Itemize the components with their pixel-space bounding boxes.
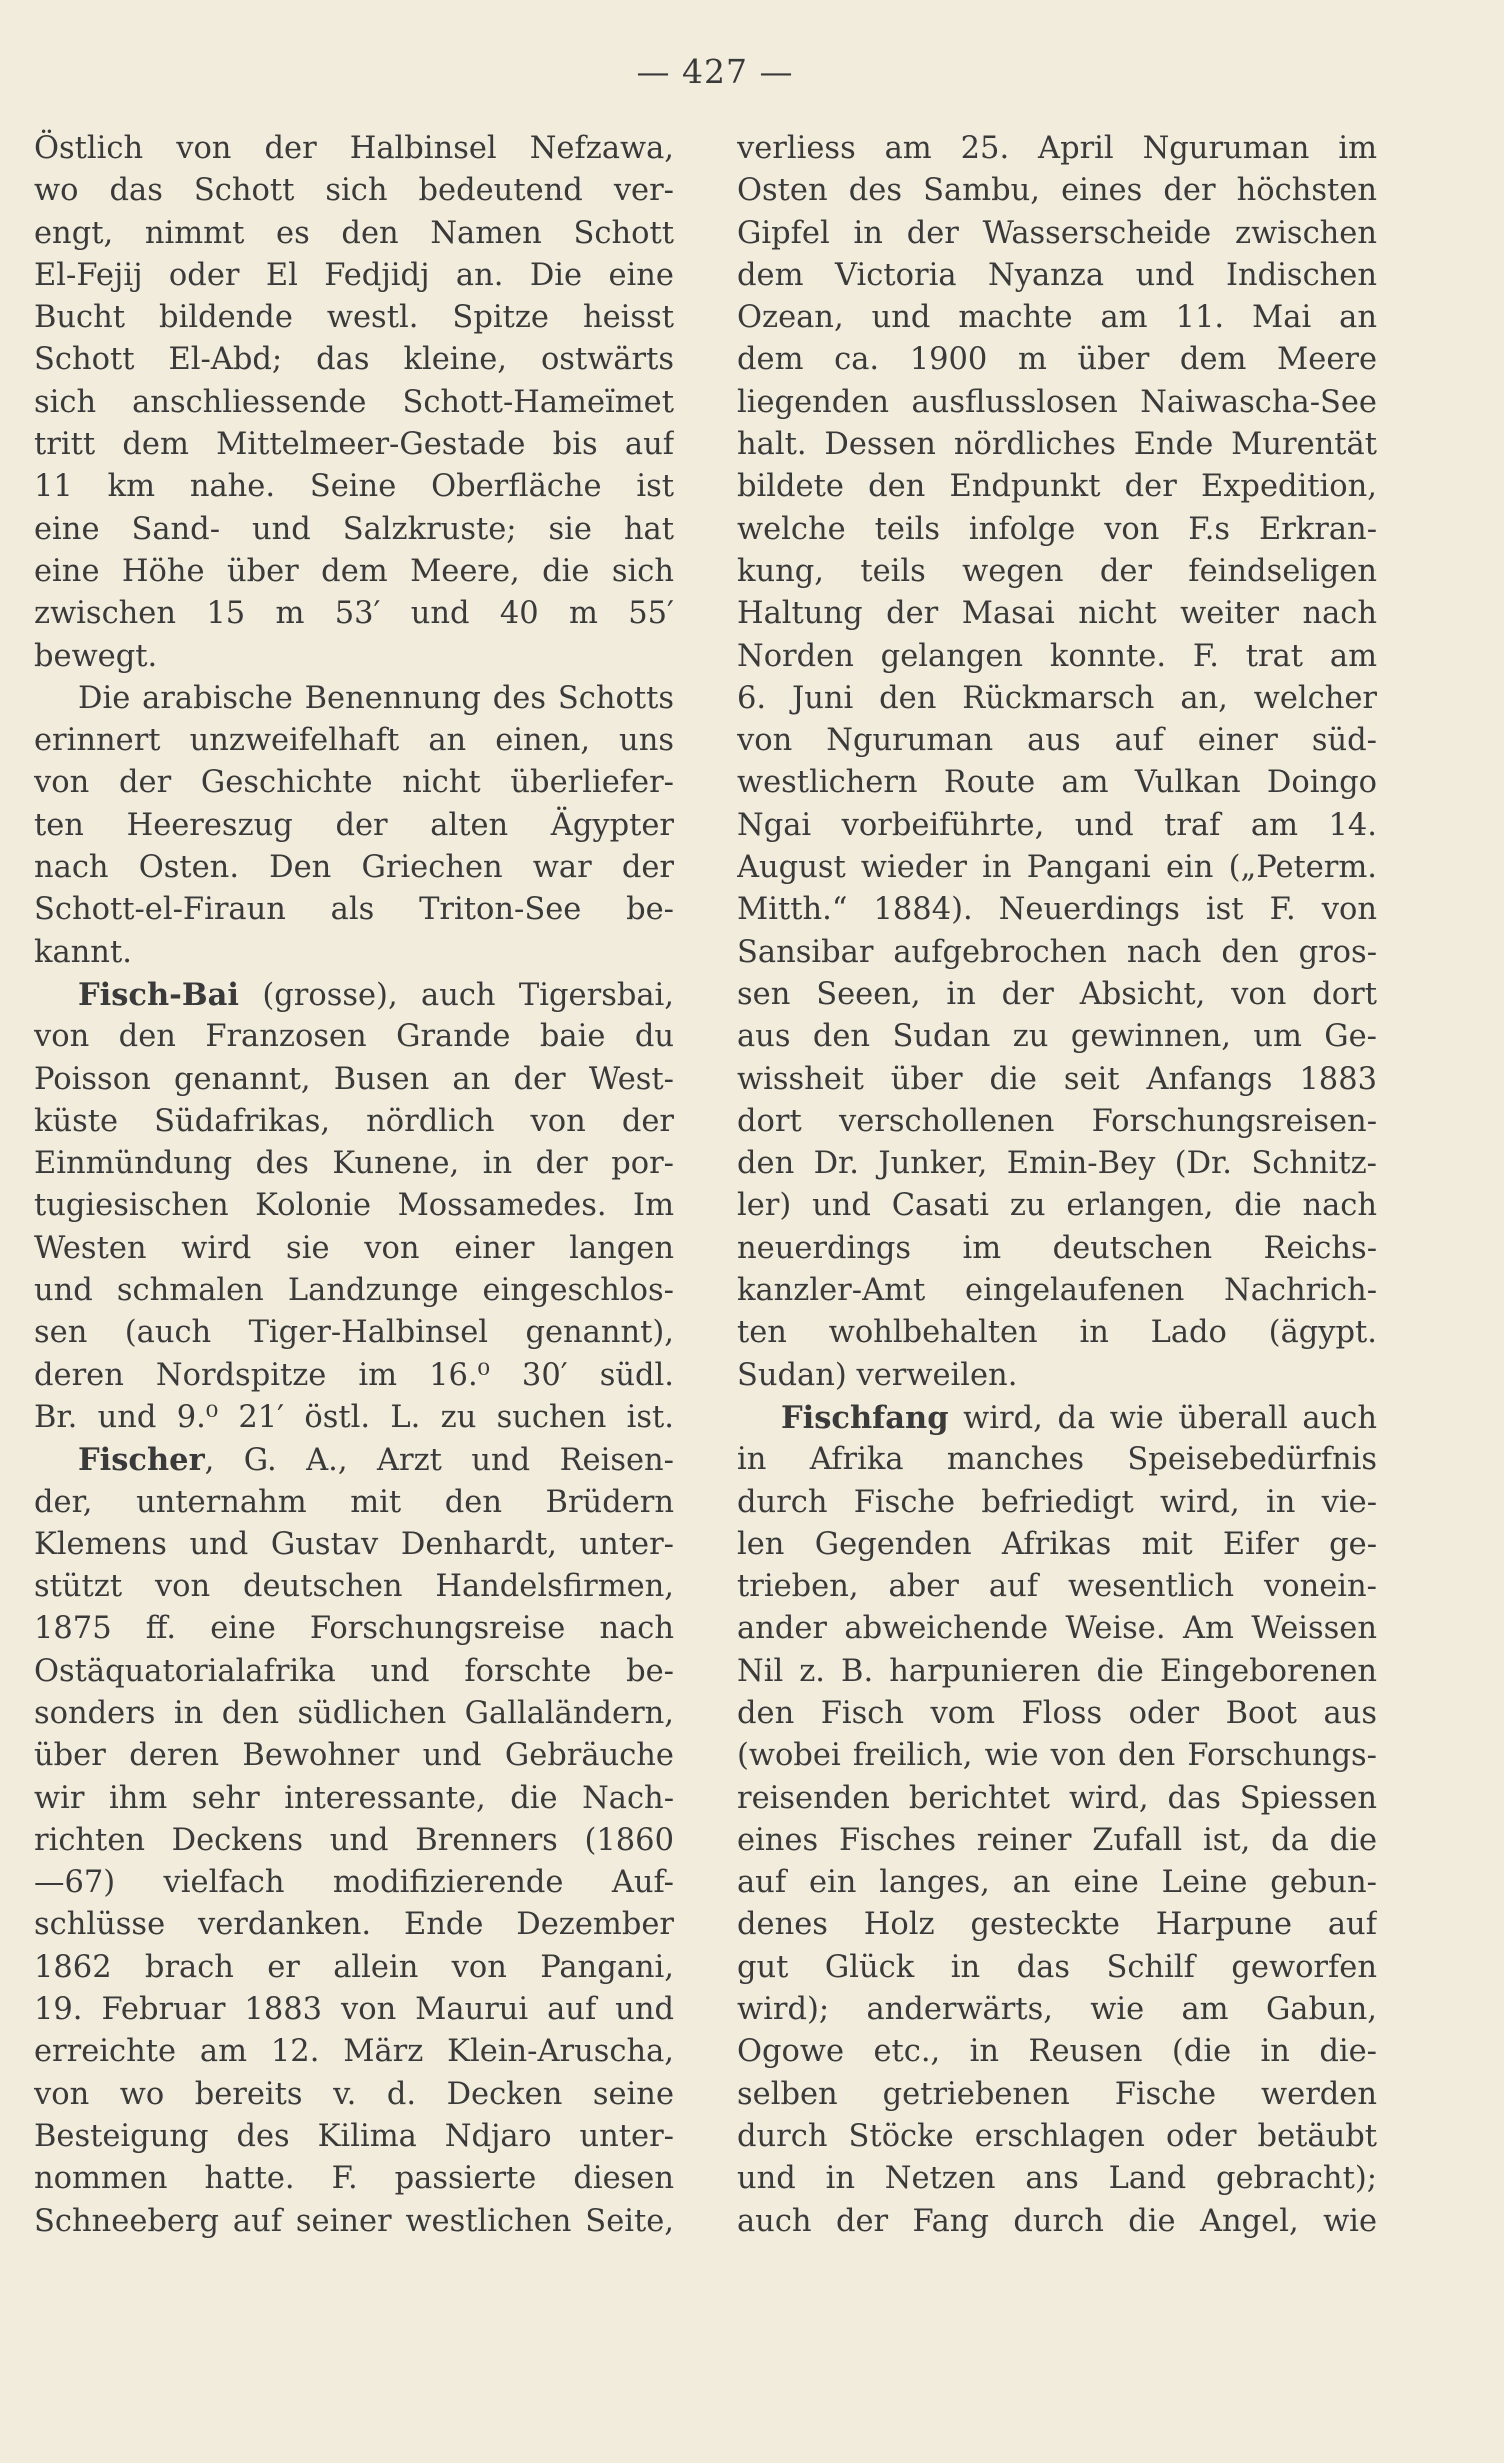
- text-line: [34, 382, 674, 424]
- line-text: kannt.: [34, 934, 132, 970]
- text-line: [34, 509, 674, 551]
- text-line: [34, 2116, 674, 2158]
- text-line: [34, 1185, 674, 1227]
- line-text: durch Stöcke erschlagen oder betäubt: [737, 2118, 1377, 2154]
- text-line: [34, 1143, 674, 1185]
- line-text: dem ca. 1900 m über dem Meere: [737, 342, 1377, 378]
- text-line: [34, 762, 674, 804]
- text-line: [34, 1735, 674, 1777]
- text-line: [737, 1059, 1377, 1101]
- text-line: [737, 1989, 1377, 2031]
- line-text: Besteigung des Kilima Ndjaro unter-: [34, 2118, 674, 2154]
- text-line: [34, 1862, 674, 1904]
- line-text: Mitth.“ 1884). Neuerdings ist F. von: [737, 892, 1377, 928]
- text-line: [737, 762, 1377, 804]
- line-text: dem Victoria Nyanza und Indischen: [737, 257, 1377, 293]
- line-text: sonders in den südlichen Gallaländern,: [34, 1695, 674, 1731]
- text-line: [34, 551, 674, 593]
- line-text: —67) vielfach modifizierende Auf-: [34, 1865, 674, 1901]
- text-line: [737, 1566, 1377, 1608]
- text-line: [34, 2074, 674, 2116]
- line-text: Nil z. B. harpunieren die Eingeborenen: [737, 1653, 1377, 1689]
- text-line: [737, 213, 1377, 255]
- line-text: 11 km nahe. Seine Oberfläche ist: [34, 469, 674, 505]
- line-text: tugiesischen Kolonie Mossamedes. Im: [34, 1188, 674, 1224]
- text-line: [34, 1904, 674, 1946]
- text-line: [737, 889, 1377, 931]
- line-text: den Fisch vom Floss oder Boot aus: [737, 1695, 1377, 1731]
- line-text: Norden gelangen konnte. F. trat am: [737, 638, 1377, 674]
- text-line: [737, 2158, 1377, 2200]
- line-text: von der Geschichte nicht überliefer-: [34, 765, 674, 801]
- text-line: [737, 1270, 1377, 1312]
- line-text: küste Südafrikas, nördlich von der: [34, 1103, 674, 1139]
- line-text: Sansibar aufgebrochen nach den gros-: [737, 934, 1377, 970]
- text-line: [737, 1101, 1377, 1143]
- line-text: kanzler-Amt eingelaufenen Nachrich-: [737, 1273, 1377, 1309]
- text-line: [737, 1228, 1377, 1270]
- text-line: [34, 1101, 674, 1143]
- text-line: [34, 1355, 674, 1397]
- line-text: über deren Bewohner und Gebräuche: [34, 1738, 674, 1774]
- entry-headword: Fisch-Bai: [78, 976, 239, 1013]
- text-line: [34, 974, 674, 1016]
- text-line: [34, 1524, 674, 1566]
- line-text: in Afrika manches Speisebedürfnis: [737, 1442, 1377, 1478]
- line-text: selben getriebenen Fische werden: [737, 2076, 1377, 2112]
- line-text: deren Nordspitze im 16.⁰ 30′ südl.: [34, 1357, 674, 1393]
- text-line: [34, 1312, 674, 1354]
- text-line: [737, 255, 1377, 297]
- text-line: [737, 1735, 1377, 1777]
- line-text: Gipfel in der Wasserscheide zwischen: [737, 215, 1377, 251]
- entry-headword: Fischfang: [781, 1399, 949, 1436]
- text-line: [34, 1820, 674, 1862]
- text-line: [737, 1778, 1377, 1820]
- text-line: [34, 932, 674, 974]
- text-line: [737, 170, 1377, 212]
- line-text: von Nguruman aus auf einer süd-: [737, 723, 1377, 759]
- line-text: Östlich von der Halbinsel Nefzawa,: [34, 131, 674, 166]
- line-text: Einmündung des Kunene, in der por-: [34, 1146, 674, 1182]
- line-text: liegenden ausflusslosen Naiwascha-See: [737, 384, 1377, 420]
- text-line: [34, 1482, 674, 1524]
- line-text: El-Fejij oder El Fedjidj an. Die eine: [34, 257, 674, 293]
- text-line: [34, 2031, 674, 2073]
- left-column: [34, 128, 674, 2243]
- text-line: [737, 2031, 1377, 2073]
- line-text: Ngai vorbeiführte, und traf am 14.: [737, 807, 1377, 843]
- line-text: , G. A., Arzt und Reisen-: [204, 1443, 674, 1479]
- text-line: [34, 1439, 674, 1481]
- line-text: auf ein langes, an eine Leine gebun-: [737, 1865, 1377, 1901]
- text-line: [34, 1947, 674, 1989]
- line-text: 1862 brach er allein von Pangani,: [34, 1949, 674, 1985]
- text-line: [34, 339, 674, 381]
- line-text: nach Osten. Den Griechen war der: [34, 850, 674, 886]
- line-text: verliess am 25. April Nguruman im: [737, 131, 1377, 166]
- line-text: Haltung der Masai nicht weiter nach: [737, 596, 1377, 632]
- text-line: [34, 2158, 674, 2200]
- line-text: westlichern Route am Vulkan Doingo: [737, 765, 1377, 801]
- line-text: wir ihm sehr interessante, die Nach-: [34, 1780, 674, 1816]
- line-text: der, unternahm mit den Brüdern: [34, 1484, 674, 1520]
- line-text: August wieder in Pangani ein („Peterm.: [737, 850, 1377, 886]
- text-line: [737, 1820, 1377, 1862]
- line-text: aus den Sudan zu gewinnen, um Ge-: [737, 1019, 1377, 1055]
- text-line: [34, 1397, 674, 1439]
- text-line: [34, 128, 674, 170]
- line-text: Schneeberg auf seiner westlichen Seite,: [34, 2203, 674, 2239]
- line-text: 6. Juni den Rückmarsch an, welcher: [737, 680, 1377, 716]
- text-line: [737, 382, 1377, 424]
- text-line: [34, 678, 674, 720]
- line-text: eines Fisches reiner Zufall ist, da die: [737, 1822, 1377, 1858]
- line-text: halt. Dessen nördliches Ende Murentät: [737, 427, 1377, 463]
- line-text: von wo bereits v. d. Decken seine: [34, 2076, 674, 2112]
- line-text: sen (auch Tiger-Halbinsel genannt),: [34, 1315, 674, 1351]
- text-line: [737, 1482, 1377, 1524]
- text-line: [737, 720, 1377, 762]
- line-text: kung, teils wegen der feindseligen: [737, 553, 1377, 589]
- line-text: Ostäquatorialafrika und forschte be-: [34, 1653, 674, 1689]
- right-column: [737, 128, 1377, 2243]
- line-text: (wobei freilich, wie von den Forschungs-: [737, 1738, 1377, 1774]
- text-line: [737, 1397, 1377, 1439]
- line-text: Bucht bildende westl. Spitze heisst: [34, 300, 674, 336]
- line-text: wissheit über die seit Anfangs 1883: [737, 1061, 1377, 1097]
- text-line: [34, 593, 674, 635]
- text-line: [34, 297, 674, 339]
- text-line: [737, 974, 1377, 1016]
- text-line: [737, 466, 1377, 508]
- line-text: ler) und Casati zu erlangen, die nach: [737, 1188, 1377, 1224]
- text-line: [34, 1270, 674, 1312]
- line-text: stützt von deutschen Handelsfirmen,: [34, 1569, 674, 1605]
- line-text: neuerdings im deutschen Reichs-: [737, 1230, 1377, 1266]
- text-line: [737, 847, 1377, 889]
- text-line: [34, 1651, 674, 1693]
- line-text: bewegt.: [34, 638, 158, 674]
- line-text: schlüsse verdanken. Ende Dezember: [34, 1907, 674, 1943]
- text-line: [34, 1778, 674, 1820]
- text-line: [737, 339, 1377, 381]
- text-line: [34, 1693, 674, 1735]
- text-line: [737, 1016, 1377, 1058]
- line-text: zwischen 15 m 53′ und 40 m 55′: [34, 596, 674, 632]
- text-line: [737, 593, 1377, 635]
- text-line: [737, 1524, 1377, 1566]
- line-text: Ogowe etc., in Reusen (die in die-: [737, 2034, 1377, 2070]
- text-line: [34, 720, 674, 762]
- text-line: [737, 932, 1377, 974]
- line-text: von den Franzosen Grande baie du: [34, 1019, 674, 1055]
- line-text: eine Sand- und Salzkruste; sie hat: [34, 511, 674, 547]
- text-line: [737, 2074, 1377, 2116]
- line-text: bildete den Endpunkt der Expedition,: [737, 469, 1377, 505]
- line-text: durch Fische befriedigt wird, in vie-: [737, 1484, 1377, 1520]
- text-line: [34, 847, 674, 889]
- line-text: richten Deckens und Brenners (1860: [34, 1822, 674, 1858]
- line-text: gut Glück in das Schilf geworfen: [737, 1949, 1377, 1985]
- text-line: [34, 2201, 674, 2243]
- line-text: Die arabische Benennung des Schotts: [78, 680, 674, 716]
- text-line: [737, 1355, 1377, 1397]
- line-text: reisenden berichtet wird, das Spiessen: [737, 1780, 1377, 1816]
- line-text: wird); anderwärts, wie am Gabun,: [737, 1992, 1377, 2028]
- line-text: (grosse), auch Tigersbai,: [238, 977, 674, 1013]
- entry-headword: Fischer: [78, 1442, 205, 1479]
- text-line: [737, 1312, 1377, 1354]
- line-text: Ozean, und machte am 11. Mai an: [737, 300, 1377, 336]
- line-text: Poisson genannt, Busen an der West-: [34, 1061, 674, 1097]
- line-text: 19. Februar 1883 von Maurui auf und: [34, 1992, 674, 2028]
- line-text: ten wohlbehalten in Lado (ägypt.: [737, 1315, 1377, 1351]
- text-line: [737, 1693, 1377, 1735]
- text-line: [34, 1989, 674, 2031]
- text-line: [737, 1143, 1377, 1185]
- line-text: erreichte am 12. März Klein-Aruscha,: [34, 2034, 674, 2070]
- text-line: [34, 213, 674, 255]
- text-line: [34, 1016, 674, 1058]
- text-line: [737, 1947, 1377, 1989]
- text-line: [34, 1566, 674, 1608]
- line-text: sen Seeen, in der Absicht, von dort: [737, 976, 1377, 1012]
- text-line: [34, 170, 674, 212]
- line-text: erinnert unzweifelhaft an einen, uns: [34, 723, 674, 759]
- line-text: dort verschollenen Forschungsreisen-: [737, 1103, 1377, 1139]
- text-line: [34, 889, 674, 931]
- text-line: [737, 1608, 1377, 1650]
- text-line: [737, 128, 1377, 170]
- line-text: tritt dem Mittelmeer-Gestade bis auf: [34, 427, 674, 463]
- line-text: trieben, aber auf wesentlich vonein-: [737, 1569, 1377, 1605]
- text-line: [34, 424, 674, 466]
- text-line: [737, 1185, 1377, 1227]
- text-line: [34, 1059, 674, 1101]
- line-text: Westen wird sie von einer langen: [34, 1230, 674, 1266]
- line-text: den Dr. Junker, Emin-Bey (Dr. Schnitz-: [737, 1146, 1377, 1182]
- text-line: [737, 551, 1377, 593]
- line-text: wird, da wie überall auch: [948, 1400, 1377, 1436]
- text-line: [737, 509, 1377, 551]
- line-text: und in Netzen ans Land gebracht);: [737, 2161, 1377, 2197]
- line-text: sich anschliessende Schott-Hameïmet: [34, 384, 674, 420]
- text-line: [737, 678, 1377, 720]
- line-text: eine Höhe über dem Meere, die sich: [34, 553, 674, 589]
- text-line: [737, 297, 1377, 339]
- text-line: [737, 1862, 1377, 1904]
- text-line: [737, 636, 1377, 678]
- line-text: Osten des Sambu, eines der höchsten: [737, 173, 1377, 209]
- line-text: ander abweichende Weise. Am Weissen: [737, 1611, 1377, 1647]
- line-text: wo das Schott sich bedeutend ver-: [34, 173, 674, 209]
- text-line: [34, 636, 674, 678]
- text-line: [737, 1439, 1377, 1481]
- line-text: denes Holz gesteckte Harpune auf: [737, 1907, 1377, 1943]
- line-text: len Gegenden Afrikas mit Eifer ge-: [737, 1526, 1377, 1562]
- line-text: Schott-el-Firaun als Triton-See be-: [34, 892, 674, 928]
- text-line: [737, 2116, 1377, 2158]
- text-line: [34, 1608, 674, 1650]
- text-line: [737, 1904, 1377, 1946]
- text-line: [34, 1228, 674, 1270]
- line-text: ten Heereszug der alten Ägypter: [34, 807, 674, 843]
- line-text: auch der Fang durch die Angel, wie: [737, 2203, 1377, 2239]
- text-line: [737, 2201, 1377, 2243]
- line-text: Schott El-Abd; das kleine, ostwärts: [34, 342, 674, 378]
- text-line: [737, 1651, 1377, 1693]
- line-text: Sudan) verweilen.: [737, 1357, 1018, 1393]
- page-number: — 427 —: [636, 52, 794, 91]
- text-line: [737, 805, 1377, 847]
- line-text: Br. und 9.⁰ 21′ östl. L. zu suchen ist.: [34, 1399, 674, 1435]
- line-text: engt, nimmt es den Namen Schott: [34, 215, 674, 251]
- text-line: [737, 424, 1377, 466]
- text-line: [34, 805, 674, 847]
- line-text: Klemens und Gustav Denhardt, unter-: [34, 1526, 674, 1562]
- line-text: nommen hatte. F. passierte diesen: [34, 2161, 674, 2197]
- line-text: und schmalen Landzunge eingeschlos-: [34, 1273, 674, 1309]
- text-line: [34, 255, 674, 297]
- line-text: welche teils infolge von F.s Erkran-: [737, 511, 1377, 547]
- text-line: [34, 466, 674, 508]
- line-text: 1875 ff. eine Forschungsreise nach: [34, 1611, 674, 1647]
